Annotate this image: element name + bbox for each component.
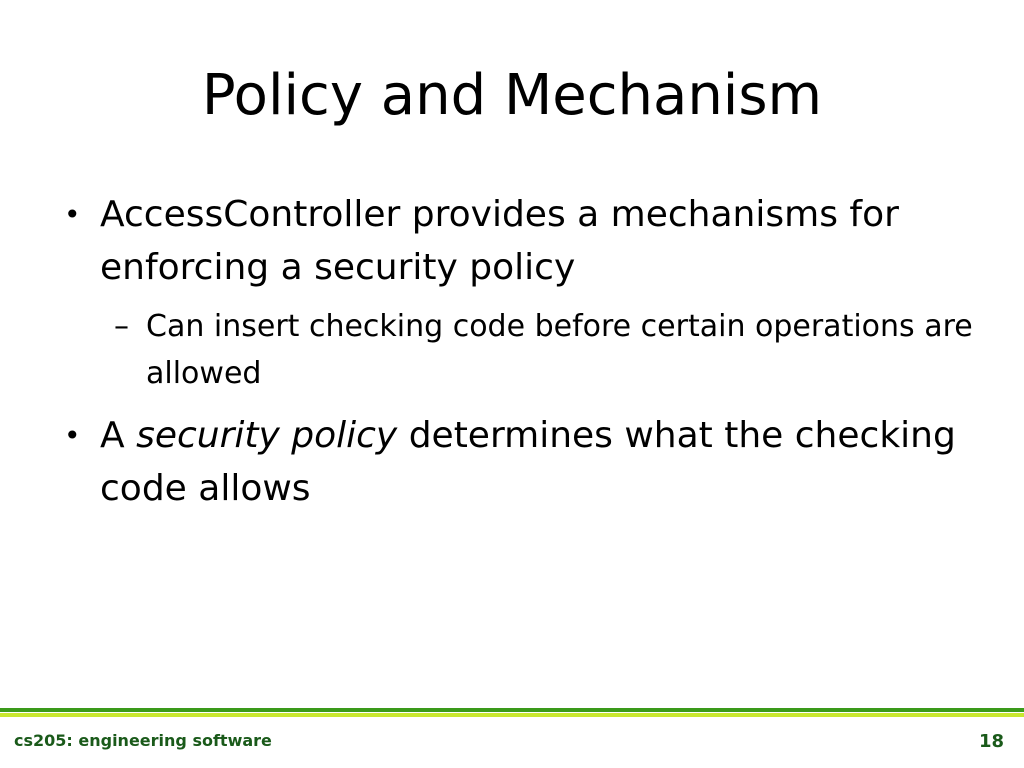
subbullet-text: Can insert checking code before certain operations are allowed: [146, 309, 973, 391]
bullet-text: AccessController provides a mechanisms for enforcing a security policy: [100, 194, 899, 288]
bullet-item: [60, 188, 980, 294]
footer-rule-light: [0, 713, 1024, 717]
footer-page-number: 18: [978, 731, 1004, 752]
bullet-text-prefix: A: [100, 415, 137, 456]
footer-course: cs205: engineering software: [14, 731, 272, 750]
bullet-marker: •: [64, 419, 81, 452]
slide-title: Policy and Mechanism: [201, 63, 823, 128]
footer-rule-dark: [0, 708, 1024, 712]
bullet-item: [60, 409, 980, 515]
subbullet-item: [60, 303, 980, 397]
subbullet-marker: –: [114, 309, 129, 344]
slide-body: [60, 188, 980, 517]
bullet-text-suffix: determines what the checking code allows: [100, 415, 956, 509]
bullet-emphasis: security policy: [136, 415, 398, 456]
bullet-marker: •: [64, 198, 81, 231]
